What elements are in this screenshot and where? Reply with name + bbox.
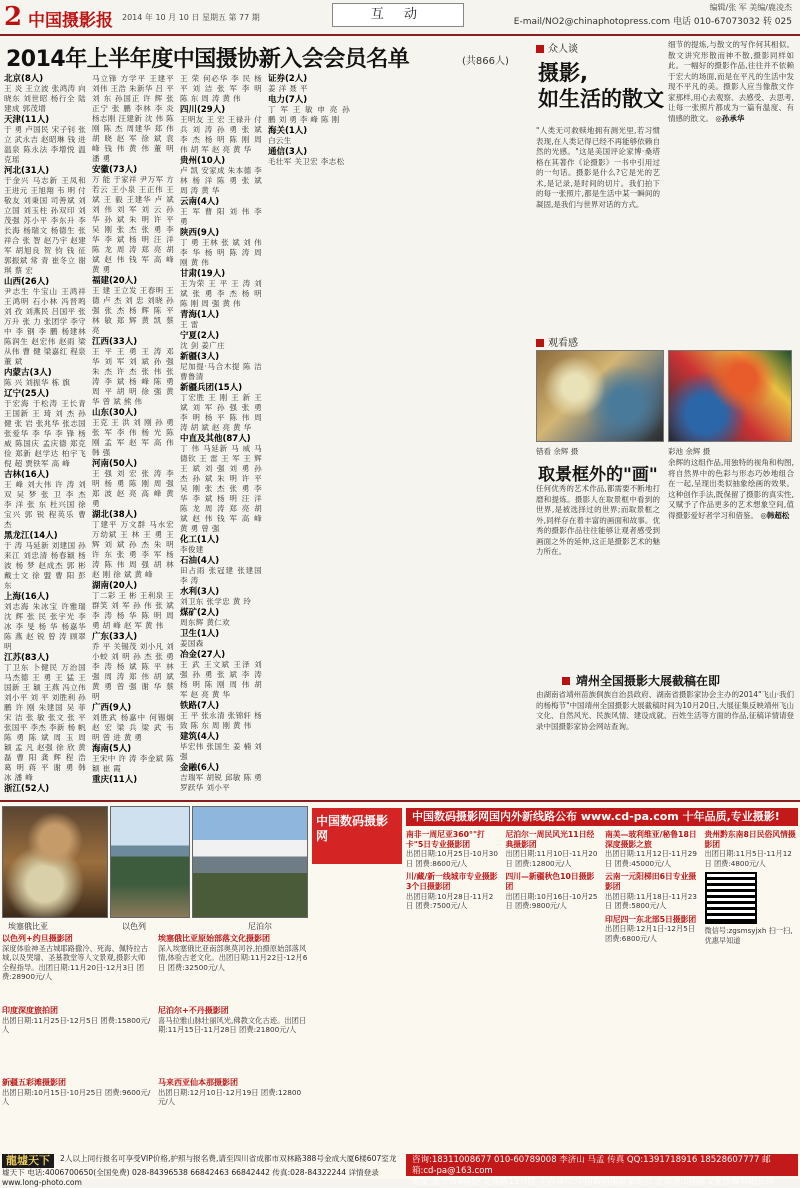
member-group bbox=[180, 701, 262, 731]
member-group-heading: 湖南(20人) bbox=[92, 581, 138, 591]
member-group-heading: 甘肃(19人) bbox=[180, 269, 226, 279]
member-group bbox=[180, 587, 262, 607]
longxu-ad bbox=[2, 1154, 402, 1187]
notice-title: 靖州全国摄影大展截稿在即 bbox=[562, 672, 720, 689]
photo-caption-1: 埃塞俄比亚 bbox=[8, 922, 48, 931]
member-group bbox=[92, 703, 174, 743]
member-group-names: 丁 勇 王林 张 斌 刘 伟 李 华 杨 明 陈 涛 周 刚 黄 伟 bbox=[180, 238, 262, 267]
essay-title-line2: 如生活的散文 bbox=[538, 87, 664, 111]
member-group bbox=[180, 197, 262, 227]
ad-tour-details: 出团日期:11月12日-11月29日 团费:45000元/人 bbox=[605, 849, 697, 868]
photo-israel bbox=[110, 806, 190, 918]
essay-body-2: 细节的提炼,与散文的写作何其相似。散文讲究形散而神不散,摄影同样如此。一幅好的摄影作品,往往并不依赖于宏大的场面,而是在平凡的生活中发现不平凡的美。摄影人应当像散文作家那样,用心去观察、去感受、去思考,让每一张照片都成为一篇有温度、有情感的散文。 bbox=[668, 40, 794, 123]
essay-tag: 众人谈 bbox=[536, 40, 578, 55]
ad-tour-title: 南非一周尼亚360°"打卡"5日专业摄影团 bbox=[406, 830, 485, 849]
member-group-heading: 宁夏(2人) bbox=[180, 331, 220, 341]
member-group-names: 王 军 曹 阳 刘 伟 李 勇 bbox=[180, 207, 262, 226]
member-group-heading: 黑龙江(14人) bbox=[4, 531, 58, 541]
ad-tour-details: 出团日期:10月28日-11月2日 团费:7500元/人 bbox=[406, 891, 494, 911]
ad-tour-title: 印尼四一东北部5日摄影团 bbox=[605, 914, 697, 924]
ad-tour-details: 出团日期:10月25日-10月30日 团费:8600元/人 bbox=[406, 849, 498, 868]
member-group-heading: 青海(1人) bbox=[180, 310, 220, 320]
tour-details: 出团日期:10月15日-10月25日 团费:9600元/人 bbox=[2, 1087, 151, 1107]
ad-tour-item bbox=[605, 830, 699, 868]
paper-name: 中国摄影报 bbox=[28, 11, 113, 31]
ad-tour-item bbox=[406, 872, 500, 910]
tour-name: 新疆五彩滩摄影团 bbox=[2, 1078, 66, 1087]
photo-nepal bbox=[192, 806, 308, 918]
tour-name: 马来西亚仙本那摄影团 bbox=[158, 1078, 238, 1087]
member-group-names: 吉瑞军 胡锐 邱敏 陈 勇 罗跃华 刘小平 bbox=[180, 773, 262, 792]
ad-tour-title: 川/藏/新一线城市专业摄影3个日摄影团 bbox=[406, 872, 498, 891]
member-group bbox=[180, 629, 262, 649]
member-group-heading: 江西(33人) bbox=[92, 337, 138, 347]
member-group-names: 陈 兴 刘振华 栋 旗 bbox=[4, 378, 71, 387]
review-body: 任何优秀的艺术作品,都需要不断地打磨和提炼。摄影人在取景框中看到的世界,是被选择过的世界;而取景框之外,同样存在着丰富的画面和故事。优秀的摄影作品往往能够让观者感受到画面之外的延伸,这正是摄影艺术的魅力所在。 bbox=[536, 484, 660, 556]
member-group bbox=[92, 459, 174, 509]
member-group-heading: 煤矿(2人) bbox=[180, 608, 220, 618]
member-group-names: 王克 王 洪 刘 刚 孙 勇 张 军 李 伟 杨 光 陈 刚 孟 军 赵 军 高 伟 韩 强 bbox=[92, 418, 174, 457]
ad-tour-details: 出团日期:11月10日-11月20日 团费:12800元/人 bbox=[505, 849, 598, 868]
member-group bbox=[4, 470, 86, 530]
member-group-heading: 广西(9人) bbox=[92, 703, 132, 713]
ad-banner: 中国数码摄影网国内外新线路公布 www.cd-pa.com 十年品质,专业摄影! bbox=[406, 808, 798, 826]
member-group bbox=[4, 277, 86, 367]
list-count: (共866人) bbox=[462, 56, 509, 67]
member-group-names: 尹志生 牛宝山 王鸿祥 王鸿明 石小林 冯晋鸣 刘 孜 刘燕民 吕国平 张万升 张 力 张团学 李守中 李 钢 李 鹏 杨建林 陈润生 赵宏伟 赵雨 梁从伟 曹 健 梁嘉红 程泉 董 斌 bbox=[4, 287, 86, 366]
tour-details: 出团日期:11月25日-12月5日 团费:15800元/人 bbox=[2, 1015, 151, 1035]
tour-name: 埃塞俄比亚原始部落文化摄影团 bbox=[158, 934, 270, 943]
member-group bbox=[92, 581, 174, 631]
ad-tour-title: 南美—玻利维亚/秘鲁18日深度摄影之旅 bbox=[605, 830, 697, 849]
essay-title-line1: 摄影, bbox=[538, 61, 588, 85]
ad-tour-details: 出团日期:12月1日-12月5日 团费:6800元/人 bbox=[605, 924, 695, 943]
member-group-names: 于金兴 马志新 王凤和 王进元 王旭翔 韦 明 付敬友 刘秉国 司善斌 刘立国 刘玉柱 孙双印 刘茂强 苏小平 李东升 李长海 杨瑞文 杨德生 张祥合 张 智 赵乃宇 赵建军 胡旭良 贺 钧 钱 征 郭振斌 常 青 崔冬立 谢 琪 蔡 宏 bbox=[4, 176, 86, 275]
tour-details: 深度体验神圣古城耶路撒冷、死海、佩特拉古城,以及哭墙、圣墓教堂等人文景观,摄影大师全程指导。出团日期:11月20日-12月3日 团费:28900元/人 bbox=[2, 943, 148, 982]
review-title: 取景框外的"画" bbox=[538, 465, 658, 485]
member-group-names: 丁建平 万文群 马水宏 万幼斌 王 林 王 勇 王 辉 刘 斌 孙 杰 朱 明 许 东 张 勇 李 军 杨 涛 陈 伟 周 强 胡 林 赵 刚 徐 斌 黄 峰 bbox=[92, 520, 174, 579]
member-group-heading: 新疆(3人) bbox=[180, 352, 220, 362]
painting-caption-2: 彩池 余辉 摄 bbox=[668, 447, 711, 456]
essay-author: ◎孙承华 bbox=[715, 113, 745, 123]
member-group bbox=[92, 165, 174, 275]
member-group-names: 姜 洋 聂 平 bbox=[268, 84, 308, 93]
review-tag: 观看感 bbox=[536, 334, 578, 349]
member-group-names: 王 平 王 勇 王 涛 邓 华 刘 军 刘 斌 孙 强 朱 杰 许 杰 张 伟 张 涛 李 斌 杨 峰 陈 勇 周 平 胡 明 徐 强 黄 华 曾 斌 熊 伟 bbox=[92, 347, 174, 406]
member-group bbox=[180, 228, 262, 268]
essay-title bbox=[538, 60, 664, 112]
member-group bbox=[268, 126, 350, 146]
review-body-cont bbox=[668, 458, 794, 666]
member-group-heading: 山西(26人) bbox=[4, 277, 50, 287]
ad-tour-item bbox=[605, 915, 699, 944]
member-group bbox=[268, 147, 350, 167]
tour-item bbox=[2, 1006, 152, 1035]
member-group-heading: 海南(5人) bbox=[92, 744, 132, 754]
notice-body: 由湖南省靖州苗族侗族自治县政府、湖南省摄影家协会主办的2014"飞山·我们的杨梅节"中国靖州全国摄影大展截稿时间为10月20日,大展征集反映靖州飞山文化、自然风光、民族风情、建设成就、百姓生活等方面的作品,征稿详情请登录中国摄影家协会网站查询。 bbox=[536, 690, 794, 731]
member-group bbox=[4, 653, 86, 783]
member-group-names: 周东辉 黄仁欢 bbox=[180, 618, 231, 627]
wechat-label: 微信号:zgsmsyjxh 扫一扫,优惠早知道 bbox=[704, 926, 793, 945]
member-group-names: 王 峰 刘大伟 许 涛 刘 双 吴 梦 张 卫 李 杰 李 洋 张 东 杜兴国 徐宝兴 郭 锐 程英乐 曹 杰 bbox=[4, 480, 86, 529]
member-group-heading: 山东(30人) bbox=[92, 408, 138, 418]
member-group-names: 马立锋 方学平 王建平 刘伟 王浩 朱新华 吕 平 刘 东 孙国正 许 辉 张正宁 张 鹏 李林 李 炎 杨志刚 汪建新 沈 伟 陈 刚 陈 杰 周建华 郑 伟 胡 晓 赵 军 徐 斌 袁 峰 钱 伟 黄 伟 董 明 潘 勇 bbox=[92, 74, 174, 163]
member-group-names: 田占雨 张冠建 张建国 李 涛 bbox=[180, 566, 262, 585]
ad-tour-details: 出团日期:11月5日-11月12日 团费:4800元/人 bbox=[704, 849, 792, 868]
tour-details: 喜马拉雅山脉壮丽风光,佛教文化古迹。出团日期:11月15日-11月28日 团费:21800元/人 bbox=[158, 1015, 307, 1035]
ad-tour-item bbox=[605, 872, 699, 910]
member-group bbox=[92, 337, 174, 407]
member-group-names: 丁宏胜 王 刚 王 新 王 斌 刘 军 孙 强 张 勇 李 明 杨 平 陈 伟 周 涛 胡 斌 赵 亮 黄 华 bbox=[180, 393, 262, 432]
member-group-heading: 铁路(7人) bbox=[180, 701, 220, 711]
member-group-names: 王 荣 何必华 李 民 杨 平 刘 洁 张 军 李 明 陈 东 周 涛 黄 伟 bbox=[180, 74, 262, 103]
member-group-names: 王 雷 bbox=[180, 320, 199, 329]
photo-caption-3: 尼泊尔 bbox=[248, 922, 272, 931]
tour-name: 尼泊尔+不丹摄影团 bbox=[158, 1006, 229, 1015]
member-group-names: 于 勇 卢国民 宋子钊 张 立 武永吉 赵昭琳 钱 进 温泉 陈永法 李增悦 温克瑶 bbox=[4, 125, 86, 164]
member-group-heading: 河南(50人) bbox=[92, 459, 138, 469]
member-group bbox=[268, 95, 350, 125]
ad-tour-title: 四川—新疆秋色10日摄影团 bbox=[505, 872, 595, 891]
member-group-names: 王 强 刘 宏 张 涛 李 明 杨 勇 陈 刚 周 强 郑 波 赵 亮 高 峰 黄 勇 bbox=[92, 469, 174, 508]
ad-tour-item bbox=[506, 830, 600, 868]
member-group bbox=[180, 105, 262, 155]
member-group-heading: 广东(33人) bbox=[92, 632, 138, 642]
advertisement bbox=[0, 800, 800, 1187]
member-group-heading: 吉林(16人) bbox=[4, 470, 50, 480]
essay-body: "人类无可救赎地拥有测光里,若习惯表现,在人类记得已经不再能够依赖自然的光感。"这是美国评论家博·桑塔格在其著作《论摄影》一书中引用过的一句话。摄影是什么?它是光的艺术,是记录,是时间的切片。我们拍下的每一张照片,都是生活中某一瞬间的凝固,是我们与世界对话的方式。 bbox=[536, 126, 660, 209]
tour-details: 出团日期:12月10日-12月19日 团费:12800元/人 bbox=[158, 1087, 302, 1107]
member-group-heading: 四川(29人) bbox=[180, 105, 226, 115]
ad-tour-columns bbox=[406, 830, 798, 1150]
member-group-heading: 安徽(73人) bbox=[92, 165, 138, 175]
member-group-names: 乔 平 关锡茂 刘小凡 刘小蛟 刘 明 孙 杰 张 勇 李 涛 杨 斌 陈 平 林 强 周 涛 郑 伟 胡 斌 黄 勇 曾 强 谢 华 蔡 明 bbox=[92, 642, 174, 701]
member-group bbox=[180, 352, 262, 382]
member-group-names: 丁二彩 王 彬 王利泉 王群笑 刘 军 孙 伟 张 斌 李 涛 杨 华 陈 明 周 勇 胡 峰 赵 军 黄 伟 bbox=[92, 591, 174, 630]
photo-ethiopia bbox=[2, 806, 108, 918]
longxu-logo: 龍墟天下 bbox=[2, 1154, 54, 1168]
tour-item bbox=[2, 934, 152, 982]
tour-item bbox=[158, 934, 308, 972]
ad-footer bbox=[406, 1154, 798, 1187]
tour-details: 深入埃塞俄比亚南部奥莫河谷,拍摄原始部落风情,体验古老文化。出团日期:11月22日-12月6日 团费:32500元/人 bbox=[158, 943, 308, 972]
member-group-heading: 重庆(11人) bbox=[92, 775, 138, 785]
member-group-names: 王 平 张永清 张锦轩 杨 致 陈 东 周 刚 黄 伟 bbox=[180, 711, 262, 730]
painting-image-1 bbox=[536, 350, 664, 442]
review-author: ◎韩超松 bbox=[760, 510, 790, 520]
member-group-heading: 新疆兵团(15人) bbox=[180, 383, 243, 393]
member-group-heading: 江苏(83人) bbox=[4, 653, 50, 663]
member-group-heading: 电力(7人) bbox=[268, 95, 308, 105]
member-group-heading: 化工(1人) bbox=[180, 535, 220, 545]
member-group-names: 王 建 王立发 王春明 王 德 卢 杰 刘 忠 刘晓 孙 强 张 杰 杨 辉 陈 平 林 敏 郑 辉 黄 凯 蔡 亮 bbox=[92, 286, 174, 335]
ad-tour-item bbox=[506, 872, 600, 910]
ad-tour-details: 出团日期:11月18日-11月23日 团费:5800元/人 bbox=[605, 891, 697, 911]
longxu-text: 2人以上同行报名可享受VIP价格,护照与报名费,请至四川省成都市双林路388号金成大厦6楼607室龙墟天下 电话:4006700650(全国免费) 028-84396538 66842463 66842442 传真:028-84322244 详情登录 www.long-photo.com bbox=[2, 1154, 397, 1187]
member-group-names: 卢 凯 安家成 朱本德 李 林 杨 洋 陈 勇 张 斌 周 涛 黄 华 bbox=[180, 166, 262, 195]
member-group-names: 王 炎 王立波 张鸿涛 向晓东 刘世昭 杨行全 陆建成 郭茂增 bbox=[4, 84, 86, 113]
member-group-heading: 海关(1人) bbox=[268, 126, 308, 136]
member-group-heading: 建筑(4人) bbox=[180, 732, 220, 742]
editors-line: 编辑/张 军 美编/鹿凌杰 bbox=[709, 3, 792, 12]
member-group-names: 刘志海 朱冰宝 许雅瑞 沈 辉 张 民 张宇光 李 冰 李 旻 杨 华 杨嘉华 陈 燕 赵 锐 曾 涛 顾翠明 bbox=[4, 602, 86, 651]
member-group-names: 王宋中 许 涛 李金斌 陈 颖 崔 霞 bbox=[92, 754, 174, 773]
page-number: 2 bbox=[4, 2, 23, 32]
member-group bbox=[4, 115, 86, 165]
tour-item bbox=[158, 1078, 308, 1107]
member-group-names: 丁卫东 卜健民 万治国 马杰德 王 勇 王 猛 王国新 王 颖 王燕 冯立伟 刘小平 刘 平 刘胜利 孙 鹏 许 刚 朱建国 吴 菲 宋 洁 张 敏 张文 张 平 张国平 李杰 李新 杨 帆 陈 勇 陈 斌 周 玉 周 颖 孟 凡 赵强 徐 欣 黄 磊 曹 阳 龚 辉 程 浩 葛 明 蒋 平 谢 勇 韩 冰 潘 峰 bbox=[4, 663, 86, 782]
member-group-names: 刘胜武 杨嘉中 何锡炯 赵 宏 梁 兵 梁 武 韦 明 曾 进 黄 勇 bbox=[92, 713, 174, 742]
tour-name: 以色列+约旦摄影团 bbox=[2, 934, 73, 943]
section-tab: 互 动 bbox=[332, 3, 464, 27]
member-group bbox=[180, 556, 262, 586]
member-group bbox=[180, 608, 262, 628]
member-group-names: 毕宏伟 张国生 姜 楠 刘 强 bbox=[180, 742, 262, 761]
ad-left-travel bbox=[2, 806, 308, 1154]
ad-tour-item bbox=[406, 830, 500, 868]
issue-line: 2014 年 10 月 10 日 星期五 第 77 期 bbox=[122, 13, 260, 22]
member-group bbox=[180, 732, 262, 762]
member-group-names: 王 武 王文斌 王泽 刘 强 孙 勇 张 斌 李 涛 杨 明 陈 刚 周 伟 胡 军 赵 亮 黄 华 bbox=[180, 660, 262, 699]
member-group bbox=[180, 331, 262, 351]
qr-code-icon[interactable] bbox=[705, 872, 757, 924]
ad-tour-title: 云南一元阳梯田6日专业摄影团 bbox=[605, 872, 697, 891]
member-group-names: 万 能 于家祥 尹万军 方若云 王小泉 王正伟 王 斌 王 毅 王建华 卢 斌 刘 伟 刘 军 刘 云 孙 华 孙 斌 朱 明 许 平 吴 刚 张 杰 张 勇 李 华 李 斌 杨 明 汪 洋 陈 龙 周 涛 郑 亮 胡 斌 赵 伟 钱 军 高 峰 黄 勇 bbox=[92, 175, 174, 274]
member-group-names: 白云生 bbox=[268, 136, 292, 145]
member-group bbox=[180, 383, 262, 433]
wechat-block bbox=[705, 872, 799, 945]
ad-footer-line1: 咨询:18311008677 010-60789008 李济山 马孟 传真 QQ:1391718916 18528607777 邮箱:cd-pa@163.com bbox=[412, 1155, 771, 1176]
member-group-names: 于 涛 马延新 刘建国 孙来江 刘忠清 杨春颖 杨 波 杨 梦 赵成杰 郭 彬 戴士文 徐 盟 曹 阳 彭东 bbox=[4, 541, 86, 590]
member-group bbox=[4, 531, 86, 591]
member-group-names: 李俊建 bbox=[180, 545, 204, 554]
member-group bbox=[4, 166, 86, 276]
tour-list bbox=[2, 934, 308, 1152]
member-group-heading: 内蒙古(3人) bbox=[4, 368, 52, 378]
list-title: 2014年上半年度中国摄协新入会会员名单 bbox=[6, 47, 410, 72]
member-group-heading: 浙江(52人) bbox=[4, 784, 50, 794]
member-group-names: 于宏海 于松涛 王长青 王国新 王 琦 刘 杰 孙 健 张 岩 张兆华 张志国 张爱华 李 华 李 锋 杨 威 陈国庆 孟庆德 郑克俭 郑新 赵学达 柏宇飞 倪 超 贾铁军 高 峰 bbox=[4, 399, 86, 468]
member-group-heading: 云南(4人) bbox=[180, 197, 220, 207]
member-group bbox=[180, 535, 262, 555]
member-group bbox=[180, 650, 262, 700]
member-group bbox=[4, 389, 86, 469]
tour-item bbox=[158, 1006, 308, 1035]
tour-name: 印度深度旅拍团 bbox=[2, 1006, 58, 1015]
member-group bbox=[4, 592, 86, 652]
member-group-names: 姜国森 bbox=[180, 639, 204, 648]
masthead bbox=[0, 0, 800, 36]
member-group-heading: 福建(20人) bbox=[92, 276, 138, 286]
member-group-names: 毛壮军 关卫宏 李志松 bbox=[268, 157, 345, 166]
member-group-names: 丁 军 王 敏 申 亮 孙 鹏 刘 勇 李 峰 陈 刚 bbox=[268, 105, 350, 124]
ad-footer-line2: 地址:北京市朝阳区北苑路13号院 主办单位:中国数码摄影家协会 北京济山国际文化传媒有限公司 bbox=[412, 1177, 774, 1187]
member-group bbox=[92, 632, 174, 702]
member-group bbox=[180, 310, 262, 330]
member-group bbox=[92, 510, 174, 580]
tour-item bbox=[2, 1078, 152, 1107]
member-group-names: 王明友 王 宏 王禄升 付 兵 刘 涛 孙 勇 张 斌 李 杰 杨 明 陈 刚 周 伟 胡 军 赵 亮 黄 华 bbox=[180, 115, 262, 154]
member-group-heading: 水利(3人) bbox=[180, 587, 220, 597]
cdpa-logo: 中国数码摄影网 bbox=[312, 808, 402, 864]
member-group bbox=[180, 763, 262, 793]
member-group-heading: 陕西(9人) bbox=[180, 228, 220, 238]
member-group bbox=[4, 368, 86, 388]
member-list-section bbox=[0, 38, 530, 798]
member-group bbox=[92, 744, 174, 774]
member-group-heading: 河北(31人) bbox=[4, 166, 50, 176]
member-group-names: 沈 剑 姜广庄 bbox=[180, 341, 225, 350]
member-group-heading: 贵州(10人) bbox=[180, 156, 226, 166]
ad-tour-title: 贵州黔东南8日民俗风情摄影团 bbox=[704, 830, 796, 849]
ad-tour-item bbox=[705, 830, 799, 868]
photo-caption-2: 以色列 bbox=[122, 922, 146, 931]
member-group-names: 刘卫东 张学忠 黄 玲 bbox=[180, 597, 252, 606]
member-columns bbox=[4, 74, 526, 794]
member-group-heading: 卫生(1人) bbox=[180, 629, 220, 639]
painting-image-2 bbox=[668, 350, 792, 442]
ad-tour-title: 尼泊尔一周民风光11日经典摄影团 bbox=[505, 830, 595, 849]
member-group bbox=[180, 434, 262, 534]
ad-right-cdpa bbox=[310, 802, 800, 1154]
member-group-heading: 通信(3人) bbox=[268, 147, 308, 157]
member-group-heading: 中直及其他(87人) bbox=[180, 434, 251, 444]
essay-body-cont bbox=[668, 40, 794, 328]
member-group-heading: 上海(16人) bbox=[4, 592, 50, 602]
member-group bbox=[92, 408, 174, 458]
member-group-heading: 湖北(38人) bbox=[92, 510, 138, 520]
painting-caption-1: 错看 余辉 摄 bbox=[536, 447, 579, 456]
member-group-heading: 证券(2人) bbox=[268, 74, 308, 84]
ad-tour-details: 出团日期:10月16日-10月25日 团费:9800元/人 bbox=[505, 891, 598, 911]
member-group bbox=[268, 74, 350, 94]
review-body-2: 余辉的这组作品,用独特的视角和构图,将自然界中的色彩与形态巧妙地组合在一起,呈现出类似抽象绘画的效果。这种创作手法,既保留了摄影的真实性,又赋予了作品更多的艺术想象空间,值得摄影爱好者学习和借鉴。 bbox=[668, 458, 794, 520]
member-group-heading: 冶金(27人) bbox=[180, 650, 226, 660]
member-group bbox=[180, 269, 262, 309]
member-group bbox=[180, 156, 262, 196]
member-group-heading: 天津(11人) bbox=[4, 115, 50, 125]
right-column bbox=[532, 38, 796, 800]
member-group-names: 尼加提·马合木提 陈 洁 曹鲁清 bbox=[180, 362, 262, 381]
member-group-names: 王为荣 王 平 王 涛 刘 斌 张 勇 李 杰 杨 明 陈 刚 周 强 黄 伟 bbox=[180, 279, 262, 308]
member-group-heading: 北京(8人) bbox=[4, 74, 44, 84]
member-group-heading: 金融(6人) bbox=[180, 763, 220, 773]
member-group bbox=[4, 74, 86, 114]
member-group-names: 丁 伟 马延新 马 威 马德钦 王 雷 王 军 王 辉 王 斌 刘 强 刘 勇 孙 杰 孙 斌 朱 明 许 平 吴 刚 张 杰 张 勇 李 华 李 斌 杨 明 汪 洋 陈 龙 周 涛 郑 亮 胡 斌 赵 伟 钱 军 高 峰 黄 勇 曾 强 bbox=[180, 444, 262, 533]
member-group-heading: 辽宁(25人) bbox=[4, 389, 50, 399]
member-group bbox=[92, 276, 174, 336]
contact-line: E-mail/NO2@chinaphotopress.com 电话 010-67073032 转 025 bbox=[513, 17, 792, 27]
member-group-heading: 石油(4人) bbox=[180, 556, 220, 566]
